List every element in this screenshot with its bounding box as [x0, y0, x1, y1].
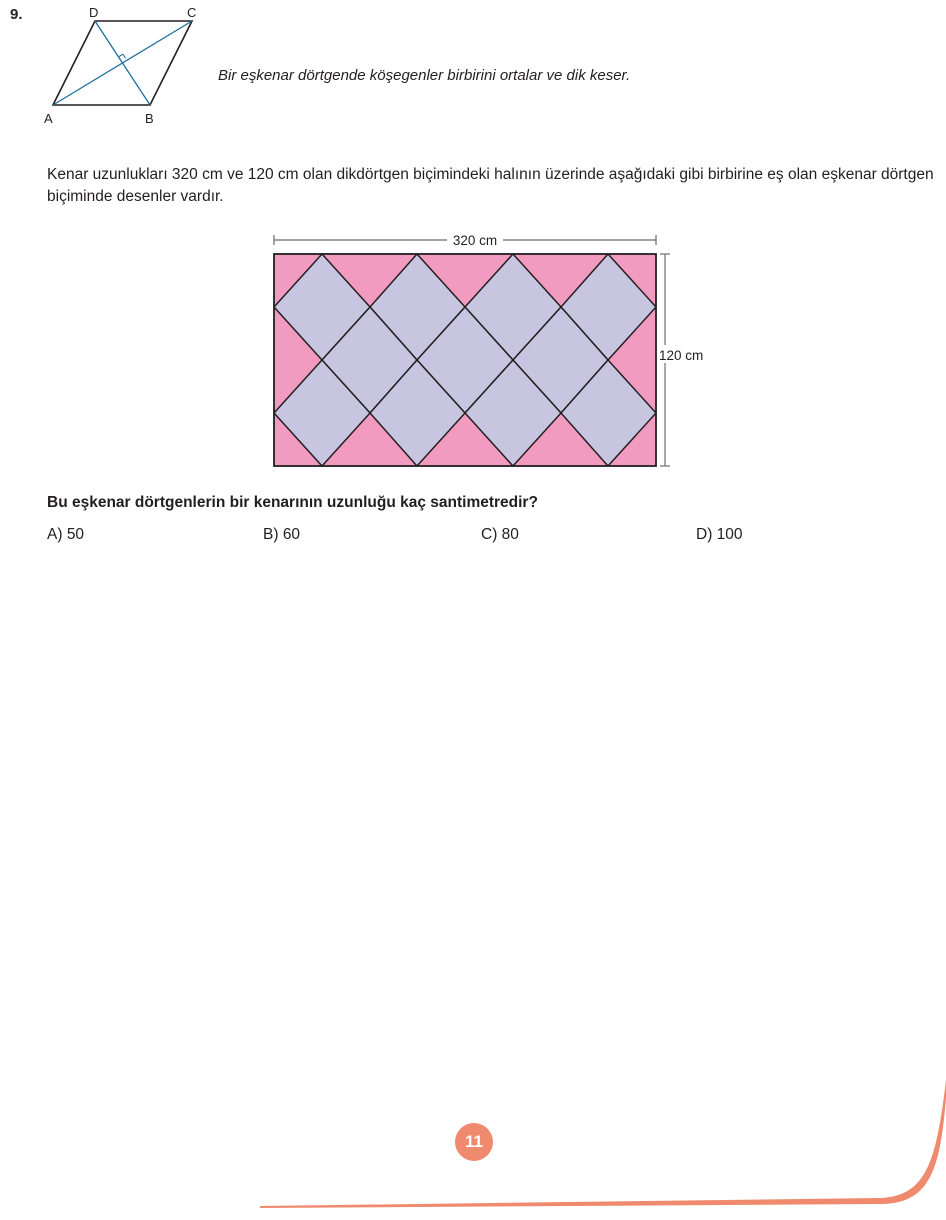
question-prompt: Bu eşkenar dörtgenlerin bir kenarının uzunluğu kaç santimetredir? [47, 494, 538, 511]
page-number-badge: 11 [455, 1123, 493, 1161]
option-b-value: 60 [282, 526, 301, 543]
option-c-letter: C) [481, 526, 498, 543]
option-d-value: 100 [716, 526, 743, 543]
option-b-letter: B) [263, 526, 279, 543]
width-label: 320 cm [452, 233, 498, 248]
height-label: 120 cm [659, 348, 704, 363]
question-number: 9. [10, 6, 23, 23]
vertex-label-d: D [89, 5, 99, 20]
option-a-value: 50 [66, 526, 85, 543]
option-c-value: 80 [501, 526, 519, 543]
rhombus-fact: Bir eşkenar dörtgende köşegenler birbirini ortalar ve dik keser. [218, 67, 631, 84]
vertex-label-b: B [145, 111, 154, 126]
vertex-label-c: C [187, 5, 197, 20]
problem-text: Kenar uzunlukları 320 cm ve 120 cm olan dikdörtgen biçimindeki halının üzerinde aşağıdaki gibi birbirine eş olan eşkenar dörtgen biçiminde desenler vardır. [47, 166, 934, 205]
option-d-letter: D) [696, 526, 713, 543]
option-a-letter: A) [47, 526, 63, 543]
vertex-label-a: A [44, 111, 53, 126]
